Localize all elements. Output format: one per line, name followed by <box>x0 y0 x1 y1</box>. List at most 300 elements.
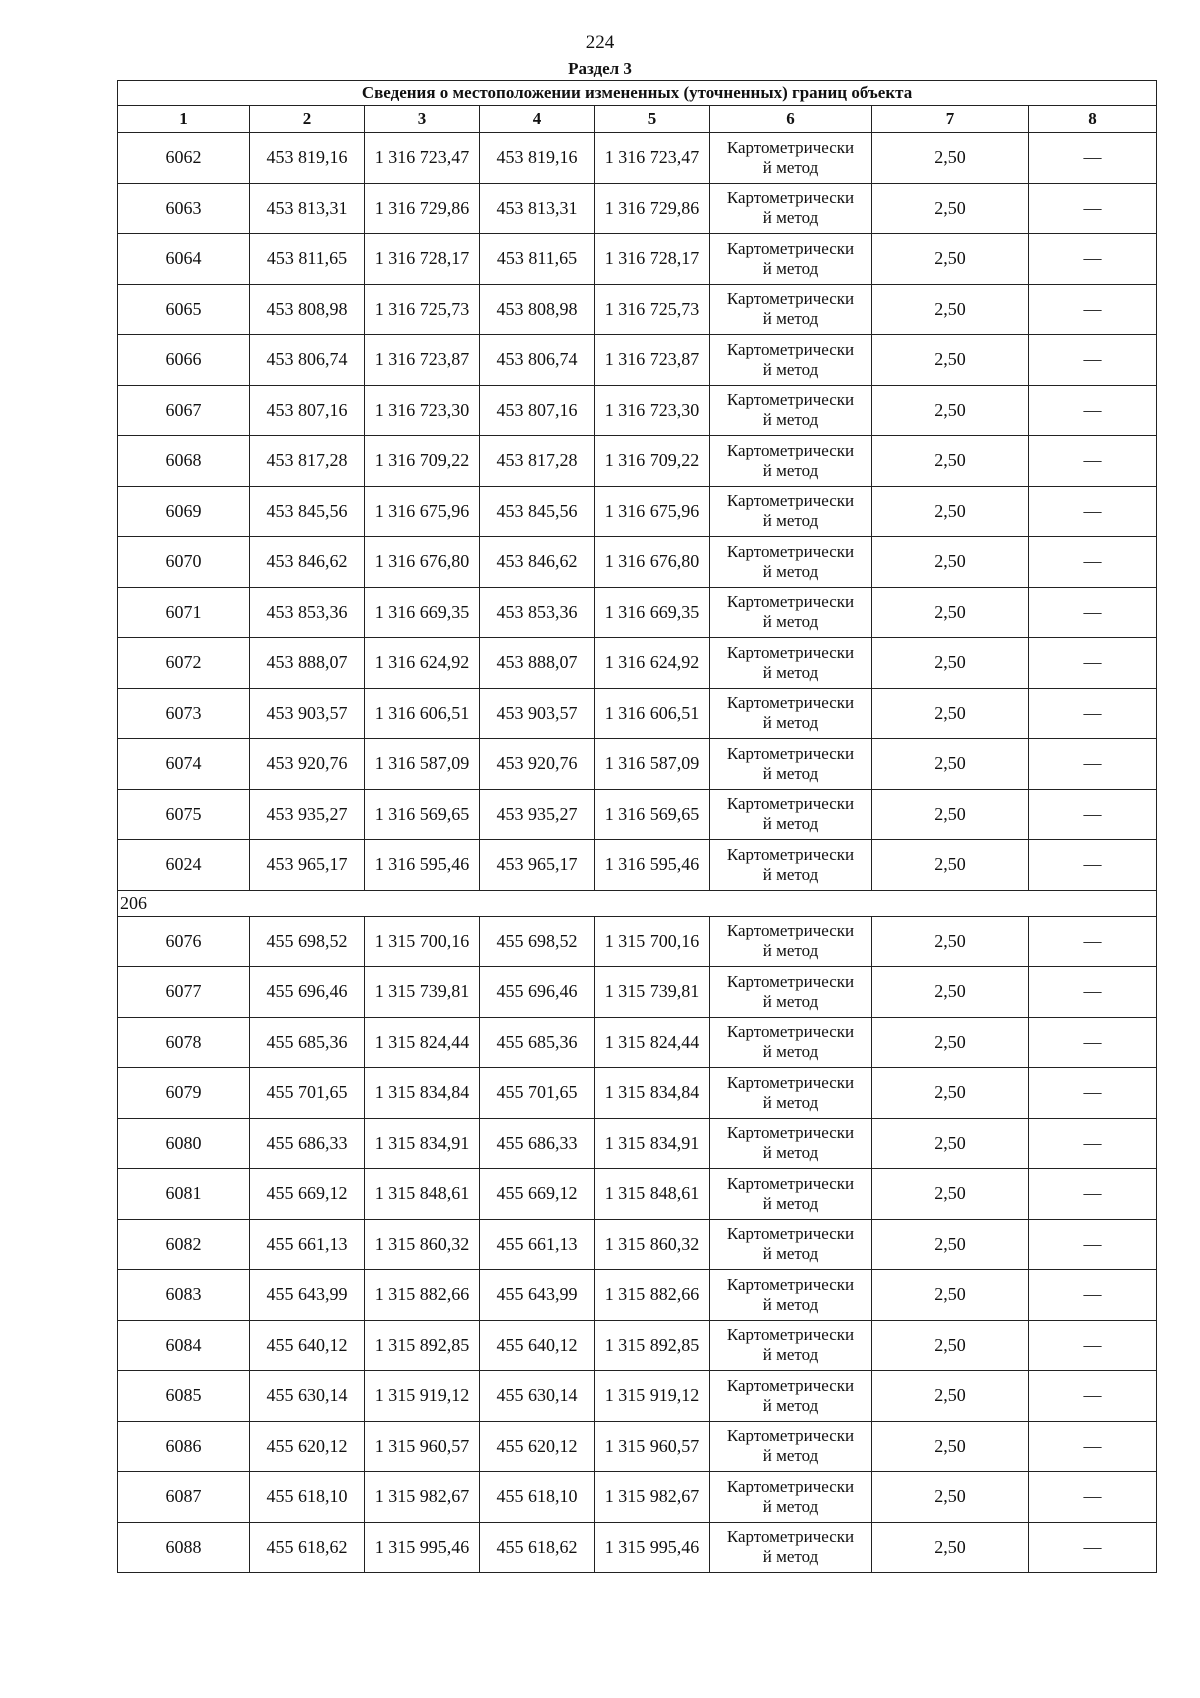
x-refined-cell: 453 819,16 <box>480 133 595 184</box>
y-refined-cell: 1 315 739,81 <box>595 967 710 1018</box>
method-text-line1: Картометрически <box>726 1072 855 1092</box>
y-existing-cell: 1 315 824,44 <box>365 1017 480 1068</box>
method-cell <box>710 638 872 689</box>
y-existing-cell: 1 316 709,22 <box>365 436 480 487</box>
x-existing-cell: 455 630,14 <box>250 1371 365 1422</box>
method-cell <box>710 133 872 184</box>
x-refined-cell: 455 685,36 <box>480 1017 595 1068</box>
y-refined-cell: 1 316 676,80 <box>595 537 710 588</box>
y-existing-cell: 1 315 848,61 <box>365 1169 480 1220</box>
y-refined-cell: 1 315 834,84 <box>595 1068 710 1119</box>
method-cell <box>710 1219 872 1270</box>
description-cell: — <box>1029 739 1157 790</box>
method-text-line1: Картометрически <box>726 491 855 511</box>
x-refined-cell: 453 853,36 <box>480 587 595 638</box>
group-label-row <box>118 890 1157 916</box>
column-header: 2 <box>250 106 365 133</box>
method-text-line2: й метод <box>762 763 819 783</box>
method-cell <box>710 335 872 386</box>
point-number-cell: 6076 <box>118 916 250 967</box>
method-cell <box>710 916 872 967</box>
method-text-line1: Картометрически <box>726 642 855 662</box>
y-existing-cell: 1 316 676,80 <box>365 537 480 588</box>
page-number: 224 <box>585 32 615 53</box>
method-text-line1: Картометрически <box>726 289 855 309</box>
x-existing-cell: 455 661,13 <box>250 1219 365 1270</box>
method-text-line1: Картометрически <box>726 1527 855 1547</box>
y-refined-cell: 1 315 860,32 <box>595 1219 710 1270</box>
y-existing-cell: 1 315 892,85 <box>365 1320 480 1371</box>
method-text-line1: Картометрически <box>726 1123 855 1143</box>
y-refined-cell: 1 316 709,22 <box>595 436 710 487</box>
x-existing-cell: 453 853,36 <box>250 587 365 638</box>
y-refined-cell: 1 316 728,17 <box>595 234 710 285</box>
method-text-line1: Картометрически <box>726 1022 855 1042</box>
method-text-line2: й метод <box>762 460 819 480</box>
point-number-cell: 6087 <box>118 1472 250 1523</box>
method-cell <box>710 436 872 487</box>
method-cell <box>710 486 872 537</box>
x-refined-cell: 453 808,98 <box>480 284 595 335</box>
method-text-line1: Картометрически <box>726 921 855 941</box>
method-cell <box>710 1118 872 1169</box>
method-text-line2: й метод <box>762 1496 819 1516</box>
y-refined-cell: 1 316 675,96 <box>595 486 710 537</box>
method-cell <box>710 1169 872 1220</box>
x-refined-cell: 455 640,12 <box>480 1320 595 1371</box>
method-text-line2: й метод <box>762 814 819 834</box>
column-header: 7 <box>872 106 1029 133</box>
point-number-cell: 6024 <box>118 840 250 891</box>
y-refined-cell: 1 315 700,16 <box>595 916 710 967</box>
accuracy-cell: 2,50 <box>872 967 1029 1018</box>
x-existing-cell: 455 696,46 <box>250 967 365 1018</box>
table-row <box>118 284 1157 335</box>
y-existing-cell: 1 315 739,81 <box>365 967 480 1018</box>
point-number-cell: 6066 <box>118 335 250 386</box>
y-existing-cell: 1 316 723,30 <box>365 385 480 436</box>
x-existing-cell: 455 643,99 <box>250 1270 365 1321</box>
column-header: 4 <box>480 106 595 133</box>
column-header: 6 <box>710 106 872 133</box>
accuracy-cell: 2,50 <box>872 1371 1029 1422</box>
x-existing-cell: 453 935,27 <box>250 789 365 840</box>
description-cell: — <box>1029 1421 1157 1472</box>
point-number-cell: 6084 <box>118 1320 250 1371</box>
y-existing-cell: 1 316 587,09 <box>365 739 480 790</box>
table-body <box>118 81 1157 1573</box>
method-cell <box>710 587 872 638</box>
method-cell <box>710 284 872 335</box>
method-cell <box>710 385 872 436</box>
accuracy-cell: 2,50 <box>872 916 1029 967</box>
coordinates-table <box>117 80 1157 1573</box>
column-header: 1 <box>118 106 250 133</box>
table-row <box>118 739 1157 790</box>
column-number-row <box>118 106 1157 133</box>
accuracy-cell: 2,50 <box>872 1270 1029 1321</box>
x-refined-cell: 453 935,27 <box>480 789 595 840</box>
point-number-cell: 6074 <box>118 739 250 790</box>
point-number-cell: 6077 <box>118 967 250 1018</box>
y-existing-cell: 1 315 834,84 <box>365 1068 480 1119</box>
table-row <box>118 234 1157 285</box>
y-existing-cell: 1 316 723,87 <box>365 335 480 386</box>
table-row <box>118 1421 1157 1472</box>
description-cell: — <box>1029 789 1157 840</box>
table-row <box>118 385 1157 436</box>
method-text-line2: й метод <box>762 864 819 884</box>
method-text-line1: Картометрически <box>726 971 855 991</box>
y-refined-cell: 1 316 595,46 <box>595 840 710 891</box>
table-row <box>118 688 1157 739</box>
x-existing-cell: 453 888,07 <box>250 638 365 689</box>
accuracy-cell: 2,50 <box>872 385 1029 436</box>
point-number-cell: 6068 <box>118 436 250 487</box>
y-refined-cell: 1 315 892,85 <box>595 1320 710 1371</box>
method-text-line2: й метод <box>762 662 819 682</box>
x-refined-cell: 455 701,65 <box>480 1068 595 1119</box>
description-cell: — <box>1029 1472 1157 1523</box>
x-existing-cell: 453 817,28 <box>250 436 365 487</box>
y-existing-cell: 1 316 606,51 <box>365 688 480 739</box>
column-header: 5 <box>595 106 710 133</box>
method-text-line2: й метод <box>762 1345 819 1365</box>
accuracy-cell: 2,50 <box>872 234 1029 285</box>
method-text-line1: Картометрически <box>726 693 855 713</box>
section-title: Раздел 3 <box>568 59 632 78</box>
description-cell: — <box>1029 1371 1157 1422</box>
x-refined-cell: 453 845,56 <box>480 486 595 537</box>
x-refined-cell: 453 888,07 <box>480 638 595 689</box>
table-row <box>118 1118 1157 1169</box>
method-text-line1: Картометрически <box>726 844 855 864</box>
x-refined-cell: 455 618,62 <box>480 1522 595 1573</box>
y-existing-cell: 1 315 982,67 <box>365 1472 480 1523</box>
description-cell: — <box>1029 1320 1157 1371</box>
method-text-line1: Картометрически <box>726 1426 855 1446</box>
method-text-line1: Картометрически <box>726 1375 855 1395</box>
y-refined-cell: 1 315 834,91 <box>595 1118 710 1169</box>
method-cell <box>710 840 872 891</box>
table-caption: Сведения о местоположении измененных (уточненных) границ объекта <box>118 81 1157 106</box>
method-text-line2: й метод <box>762 1395 819 1415</box>
y-existing-cell: 1 316 728,17 <box>365 234 480 285</box>
accuracy-cell: 2,50 <box>872 537 1029 588</box>
accuracy-cell: 2,50 <box>872 1219 1029 1270</box>
x-existing-cell: 453 811,65 <box>250 234 365 285</box>
table-row <box>118 967 1157 1018</box>
accuracy-cell: 2,50 <box>872 1320 1029 1371</box>
x-refined-cell: 453 813,31 <box>480 183 595 234</box>
x-existing-cell: 453 903,57 <box>250 688 365 739</box>
accuracy-cell: 2,50 <box>872 840 1029 891</box>
y-existing-cell: 1 316 729,86 <box>365 183 480 234</box>
method-text-line1: Картометрически <box>726 1325 855 1345</box>
point-number-cell: 6081 <box>118 1169 250 1220</box>
table-row <box>118 1320 1157 1371</box>
method-cell <box>710 688 872 739</box>
method-cell <box>710 183 872 234</box>
description-cell: — <box>1029 183 1157 234</box>
y-refined-cell: 1 316 569,65 <box>595 789 710 840</box>
method-text-line2: й метод <box>762 1143 819 1163</box>
table-row <box>118 840 1157 891</box>
description-cell: — <box>1029 133 1157 184</box>
point-number-cell: 6070 <box>118 537 250 588</box>
method-text-line2: й метод <box>762 612 819 632</box>
x-existing-cell: 455 618,10 <box>250 1472 365 1523</box>
table-row <box>118 537 1157 588</box>
x-refined-cell: 453 920,76 <box>480 739 595 790</box>
accuracy-cell: 2,50 <box>872 1472 1029 1523</box>
x-refined-cell: 455 620,12 <box>480 1421 595 1472</box>
description-cell: — <box>1029 916 1157 967</box>
accuracy-cell: 2,50 <box>872 1169 1029 1220</box>
x-existing-cell: 455 669,12 <box>250 1169 365 1220</box>
x-existing-cell: 453 806,74 <box>250 335 365 386</box>
method-text-line1: Картометрически <box>726 1173 855 1193</box>
x-existing-cell: 455 618,62 <box>250 1522 365 1573</box>
y-refined-cell: 1 315 995,46 <box>595 1522 710 1573</box>
method-text-line2: й метод <box>762 157 819 177</box>
method-cell <box>710 789 872 840</box>
x-existing-cell: 455 698,52 <box>250 916 365 967</box>
table-row <box>118 1169 1157 1220</box>
x-refined-cell: 453 965,17 <box>480 840 595 891</box>
x-existing-cell: 453 846,62 <box>250 537 365 588</box>
point-number-cell: 6064 <box>118 234 250 285</box>
accuracy-cell: 2,50 <box>872 1118 1029 1169</box>
method-cell <box>710 1421 872 1472</box>
point-number-cell: 6073 <box>118 688 250 739</box>
y-refined-cell: 1 315 919,12 <box>595 1371 710 1422</box>
accuracy-cell: 2,50 <box>872 133 1029 184</box>
point-number-cell: 6085 <box>118 1371 250 1422</box>
point-number-cell: 6078 <box>118 1017 250 1068</box>
description-cell: — <box>1029 1169 1157 1220</box>
table-row <box>118 789 1157 840</box>
y-refined-cell: 1 315 848,61 <box>595 1169 710 1220</box>
column-header: 8 <box>1029 106 1157 133</box>
point-number-cell: 6067 <box>118 385 250 436</box>
table-row <box>118 133 1157 184</box>
accuracy-cell: 2,50 <box>872 1522 1029 1573</box>
y-existing-cell: 1 316 669,35 <box>365 587 480 638</box>
x-refined-cell: 455 686,33 <box>480 1118 595 1169</box>
x-existing-cell: 453 819,16 <box>250 133 365 184</box>
x-refined-cell: 453 807,16 <box>480 385 595 436</box>
method-cell <box>710 1522 872 1573</box>
method-text-line2: й метод <box>762 511 819 531</box>
method-text-line2: й метод <box>762 359 819 379</box>
accuracy-cell: 2,50 <box>872 638 1029 689</box>
description-cell: — <box>1029 1219 1157 1270</box>
y-refined-cell: 1 316 606,51 <box>595 688 710 739</box>
description-cell: — <box>1029 967 1157 1018</box>
accuracy-cell: 2,50 <box>872 486 1029 537</box>
method-text-line2: й метод <box>762 1092 819 1112</box>
point-number-cell: 6071 <box>118 587 250 638</box>
y-refined-cell: 1 316 723,87 <box>595 335 710 386</box>
method-cell <box>710 1320 872 1371</box>
method-text-line2: й метод <box>762 208 819 228</box>
description-cell: — <box>1029 840 1157 891</box>
x-existing-cell: 455 686,33 <box>250 1118 365 1169</box>
method-text-line1: Картометрически <box>726 440 855 460</box>
y-existing-cell: 1 316 723,47 <box>365 133 480 184</box>
method-text-line2: й метод <box>762 1547 819 1567</box>
description-cell: — <box>1029 284 1157 335</box>
method-text-line2: й метод <box>762 258 819 278</box>
y-existing-cell: 1 315 882,66 <box>365 1270 480 1321</box>
table-row <box>118 638 1157 689</box>
method-text-line2: й метод <box>762 1193 819 1213</box>
description-cell: — <box>1029 688 1157 739</box>
accuracy-cell: 2,50 <box>872 335 1029 386</box>
description-cell: — <box>1029 1270 1157 1321</box>
method-text-line1: Картометрически <box>726 541 855 561</box>
description-cell: — <box>1029 587 1157 638</box>
table-row <box>118 1068 1157 1119</box>
method-cell <box>710 1472 872 1523</box>
accuracy-cell: 2,50 <box>872 183 1029 234</box>
x-refined-cell: 455 630,14 <box>480 1371 595 1422</box>
x-existing-cell: 455 640,12 <box>250 1320 365 1371</box>
table-row <box>118 183 1157 234</box>
y-existing-cell: 1 315 960,57 <box>365 1421 480 1472</box>
description-cell: — <box>1029 486 1157 537</box>
method-text-line2: й метод <box>762 991 819 1011</box>
x-existing-cell: 453 845,56 <box>250 486 365 537</box>
y-existing-cell: 1 316 675,96 <box>365 486 480 537</box>
x-refined-cell: 453 806,74 <box>480 335 595 386</box>
x-existing-cell: 455 620,12 <box>250 1421 365 1472</box>
method-text-line1: Картометрически <box>726 592 855 612</box>
x-refined-cell: 453 846,62 <box>480 537 595 588</box>
method-text-line1: Картометрически <box>726 390 855 410</box>
y-refined-cell: 1 316 723,47 <box>595 133 710 184</box>
method-text-line2: й метод <box>762 1294 819 1314</box>
x-existing-cell: 455 685,36 <box>250 1017 365 1068</box>
table-row <box>118 1219 1157 1270</box>
method-text-line2: й метод <box>762 561 819 581</box>
point-number-cell: 6062 <box>118 133 250 184</box>
description-cell: — <box>1029 638 1157 689</box>
y-refined-cell: 1 315 882,66 <box>595 1270 710 1321</box>
x-refined-cell: 453 811,65 <box>480 234 595 285</box>
method-text-line2: й метод <box>762 309 819 329</box>
accuracy-cell: 2,50 <box>872 1068 1029 1119</box>
point-number-cell: 6075 <box>118 789 250 840</box>
point-number-cell: 6080 <box>118 1118 250 1169</box>
method-text-line1: Картометрически <box>726 1224 855 1244</box>
method-text-line1: Картометрически <box>726 743 855 763</box>
description-cell: — <box>1029 1118 1157 1169</box>
x-refined-cell: 455 669,12 <box>480 1169 595 1220</box>
method-text-line2: й метод <box>762 1446 819 1466</box>
point-number-cell: 6065 <box>118 284 250 335</box>
method-text-line2: й метод <box>762 1244 819 1264</box>
description-cell: — <box>1029 1522 1157 1573</box>
y-existing-cell: 1 315 860,32 <box>365 1219 480 1270</box>
method-cell <box>710 537 872 588</box>
method-text-line1: Картометрически <box>726 137 855 157</box>
description-cell: — <box>1029 335 1157 386</box>
method-text-line2: й метод <box>762 941 819 961</box>
table-row <box>118 1371 1157 1422</box>
y-refined-cell: 1 316 729,86 <box>595 183 710 234</box>
x-existing-cell: 453 807,16 <box>250 385 365 436</box>
y-refined-cell: 1 316 669,35 <box>595 587 710 638</box>
description-cell: — <box>1029 436 1157 487</box>
method-cell <box>710 1068 872 1119</box>
method-text-line2: й метод <box>762 410 819 430</box>
method-cell <box>710 739 872 790</box>
description-cell: — <box>1029 1068 1157 1119</box>
table-row <box>118 1522 1157 1573</box>
method-text-line1: Картометрически <box>726 1274 855 1294</box>
y-existing-cell: 1 316 595,46 <box>365 840 480 891</box>
method-cell <box>710 1017 872 1068</box>
point-number-cell: 6083 <box>118 1270 250 1321</box>
table-row <box>118 1270 1157 1321</box>
method-text-line2: й метод <box>762 713 819 733</box>
y-refined-cell: 1 316 723,30 <box>595 385 710 436</box>
method-cell <box>710 967 872 1018</box>
method-text-line1: Картометрически <box>726 238 855 258</box>
point-number-cell: 6069 <box>118 486 250 537</box>
point-number-cell: 6082 <box>118 1219 250 1270</box>
y-refined-cell: 1 315 960,57 <box>595 1421 710 1472</box>
accuracy-cell: 2,50 <box>872 1421 1029 1472</box>
group-label: 206 <box>118 890 1157 916</box>
x-refined-cell: 453 817,28 <box>480 436 595 487</box>
y-existing-cell: 1 316 569,65 <box>365 789 480 840</box>
method-cell <box>710 234 872 285</box>
accuracy-cell: 2,50 <box>872 688 1029 739</box>
y-existing-cell: 1 315 700,16 <box>365 916 480 967</box>
column-header: 3 <box>365 106 480 133</box>
y-refined-cell: 1 315 982,67 <box>595 1472 710 1523</box>
table-row <box>118 916 1157 967</box>
table-row <box>118 1472 1157 1523</box>
description-cell: — <box>1029 385 1157 436</box>
x-existing-cell: 455 701,65 <box>250 1068 365 1119</box>
x-refined-cell: 455 696,46 <box>480 967 595 1018</box>
method-text-line1: Картометрически <box>726 339 855 359</box>
y-existing-cell: 1 315 995,46 <box>365 1522 480 1573</box>
x-refined-cell: 453 903,57 <box>480 688 595 739</box>
x-existing-cell: 453 965,17 <box>250 840 365 891</box>
method-text-line1: Картометрически <box>726 794 855 814</box>
y-refined-cell: 1 316 587,09 <box>595 739 710 790</box>
table-row <box>118 436 1157 487</box>
description-cell: — <box>1029 234 1157 285</box>
point-number-cell: 6072 <box>118 638 250 689</box>
table-row <box>118 1017 1157 1068</box>
y-existing-cell: 1 316 624,92 <box>365 638 480 689</box>
y-existing-cell: 1 315 834,91 <box>365 1118 480 1169</box>
table-caption-row <box>118 81 1157 106</box>
y-existing-cell: 1 315 919,12 <box>365 1371 480 1422</box>
point-number-cell: 6079 <box>118 1068 250 1119</box>
method-text-line2: й метод <box>762 1042 819 1062</box>
accuracy-cell: 2,50 <box>872 739 1029 790</box>
x-existing-cell: 453 808,98 <box>250 284 365 335</box>
y-refined-cell: 1 315 824,44 <box>595 1017 710 1068</box>
method-cell <box>710 1270 872 1321</box>
